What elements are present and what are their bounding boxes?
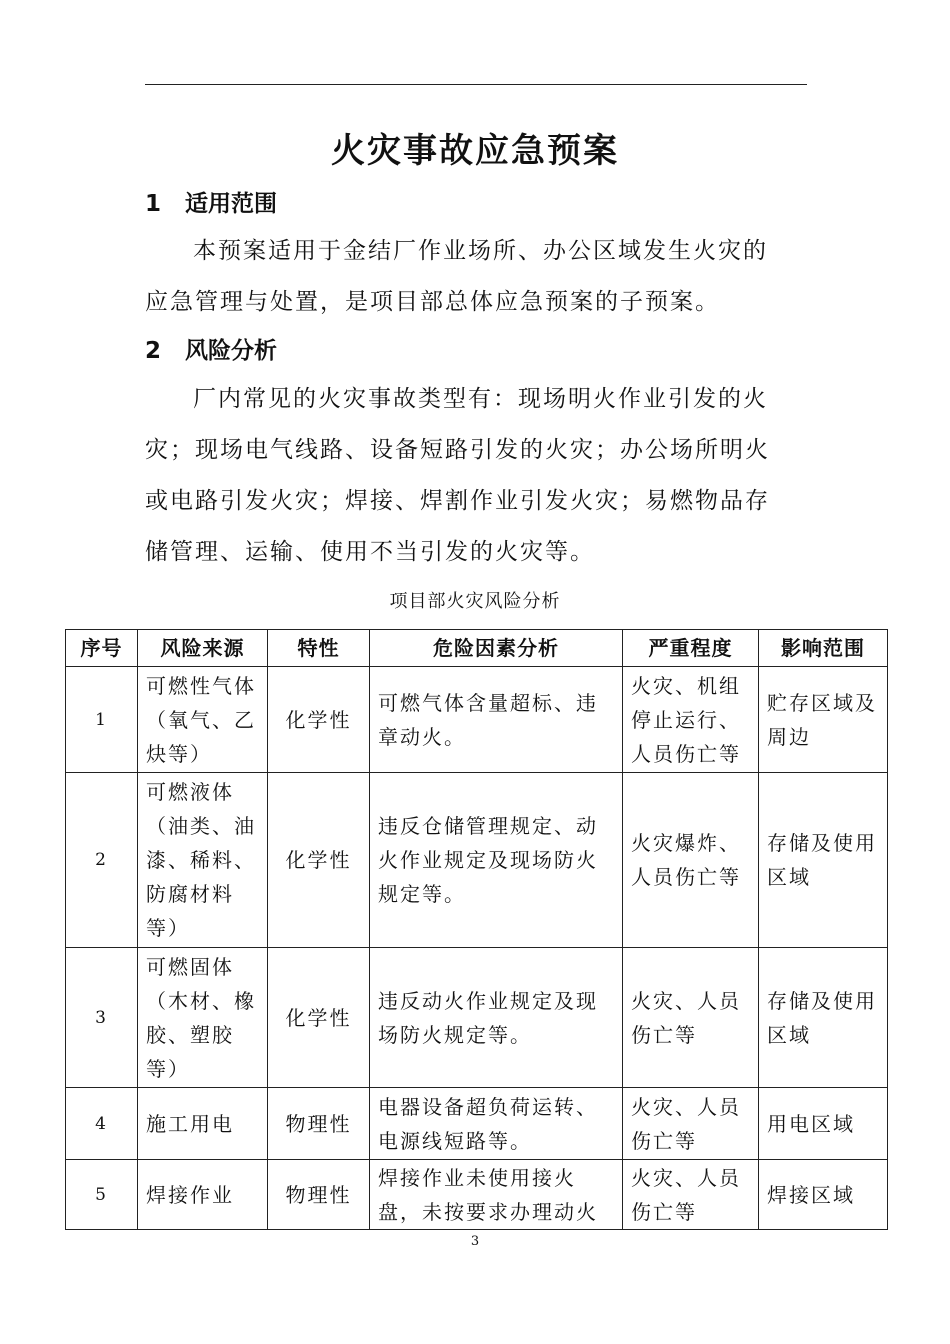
document-title: 火灾事故应急预案 bbox=[331, 131, 619, 171]
risk-severity: 火灾、机组停止运行、人员伤亡等 bbox=[623, 667, 759, 773]
risk-scope: 存储及使用区域 bbox=[759, 773, 888, 948]
row-number: 2 bbox=[66, 773, 138, 948]
risk-factors: 焊接作业未使用接火盘，未按要求办理动火 bbox=[370, 1160, 623, 1230]
risk-factors: 电器设备超负荷运转、电源线短路等。 bbox=[370, 1088, 623, 1160]
risk-source: 可燃液体（油类、油漆、稀料、防腐材料等） bbox=[138, 773, 268, 948]
risk-nature: 物理性 bbox=[268, 1160, 370, 1230]
column-header: 严重程度 bbox=[623, 630, 759, 667]
risk-source: 施工用电 bbox=[138, 1088, 268, 1160]
risk-nature: 化学性 bbox=[268, 948, 370, 1088]
risk-factors: 可燃气体含量超标、违章动火。 bbox=[370, 667, 623, 773]
table-row bbox=[66, 667, 888, 773]
risk-severity: 火灾爆炸、人员伤亡等 bbox=[623, 773, 759, 948]
risk-scope: 焊接区域 bbox=[759, 1160, 888, 1230]
page-number: 3 bbox=[470, 1234, 480, 1249]
table-row bbox=[66, 1088, 888, 1160]
table-caption: 项目部火灾风险分析 bbox=[389, 591, 561, 612]
risk-severity: 火灾、人员伤亡等 bbox=[623, 1160, 759, 1230]
column-header: 序号 bbox=[66, 630, 138, 667]
column-header: 特性 bbox=[268, 630, 370, 667]
risk-severity: 火灾、人员伤亡等 bbox=[623, 948, 759, 1088]
risk-scope: 贮存区域及周边 bbox=[759, 667, 888, 773]
section-2-heading bbox=[145, 334, 277, 368]
column-header: 风险来源 bbox=[138, 630, 268, 667]
column-header: 危险因素分析 bbox=[370, 630, 623, 667]
risk-source: 可燃性气体（氧气、乙炔等） bbox=[138, 667, 268, 773]
risk-source: 可燃固体（木材、橡胶、塑胶等） bbox=[138, 948, 268, 1088]
row-number: 4 bbox=[66, 1088, 138, 1160]
risk-nature: 化学性 bbox=[268, 667, 370, 773]
risk-factors: 违反动火作业规定及现场防火规定等。 bbox=[370, 948, 623, 1088]
section-1-number: 1 bbox=[145, 191, 162, 217]
risk-severity: 火灾、人员伤亡等 bbox=[623, 1088, 759, 1160]
row-number: 1 bbox=[66, 667, 138, 773]
table-row bbox=[66, 773, 888, 948]
section-1-paragraph: 本预案适用于金结厂作业场所、办公区域发生火灾的应急管理与处置，是项目部总体应急预案的子预案。 bbox=[145, 238, 768, 315]
section-2-title: 风险分析 bbox=[185, 338, 277, 364]
row-number: 3 bbox=[66, 948, 138, 1088]
section-1-heading bbox=[145, 187, 277, 221]
row-number: 5 bbox=[66, 1160, 138, 1230]
section-1-title: 适用范围 bbox=[185, 191, 277, 217]
table-row bbox=[66, 1160, 888, 1230]
risk-nature: 物理性 bbox=[268, 1088, 370, 1160]
header-rule bbox=[145, 84, 807, 85]
risk-analysis-table bbox=[65, 629, 888, 1230]
section-2-number: 2 bbox=[145, 338, 162, 364]
section-2-paragraph: 厂内常见的火灾事故类型有：现场明火作业引发的火灾；现场电气线路、设备短路引发的火灾；办公场所明火或电路引发火灾；焊接、焊割作业引发火灾；易燃物品存储管理、运输、使用不当引发的火灾等。 bbox=[145, 386, 770, 565]
risk-nature: 化学性 bbox=[268, 773, 370, 948]
risk-source: 焊接作业 bbox=[138, 1160, 268, 1230]
column-header: 影响范围 bbox=[759, 630, 888, 667]
table-header-row bbox=[66, 630, 888, 667]
risk-scope: 用电区域 bbox=[759, 1088, 888, 1160]
risk-factors: 违反仓储管理规定、动火作业规定及现场防火规定等。 bbox=[370, 773, 623, 948]
table-row bbox=[66, 948, 888, 1088]
risk-scope: 存储及使用区域 bbox=[759, 948, 888, 1088]
